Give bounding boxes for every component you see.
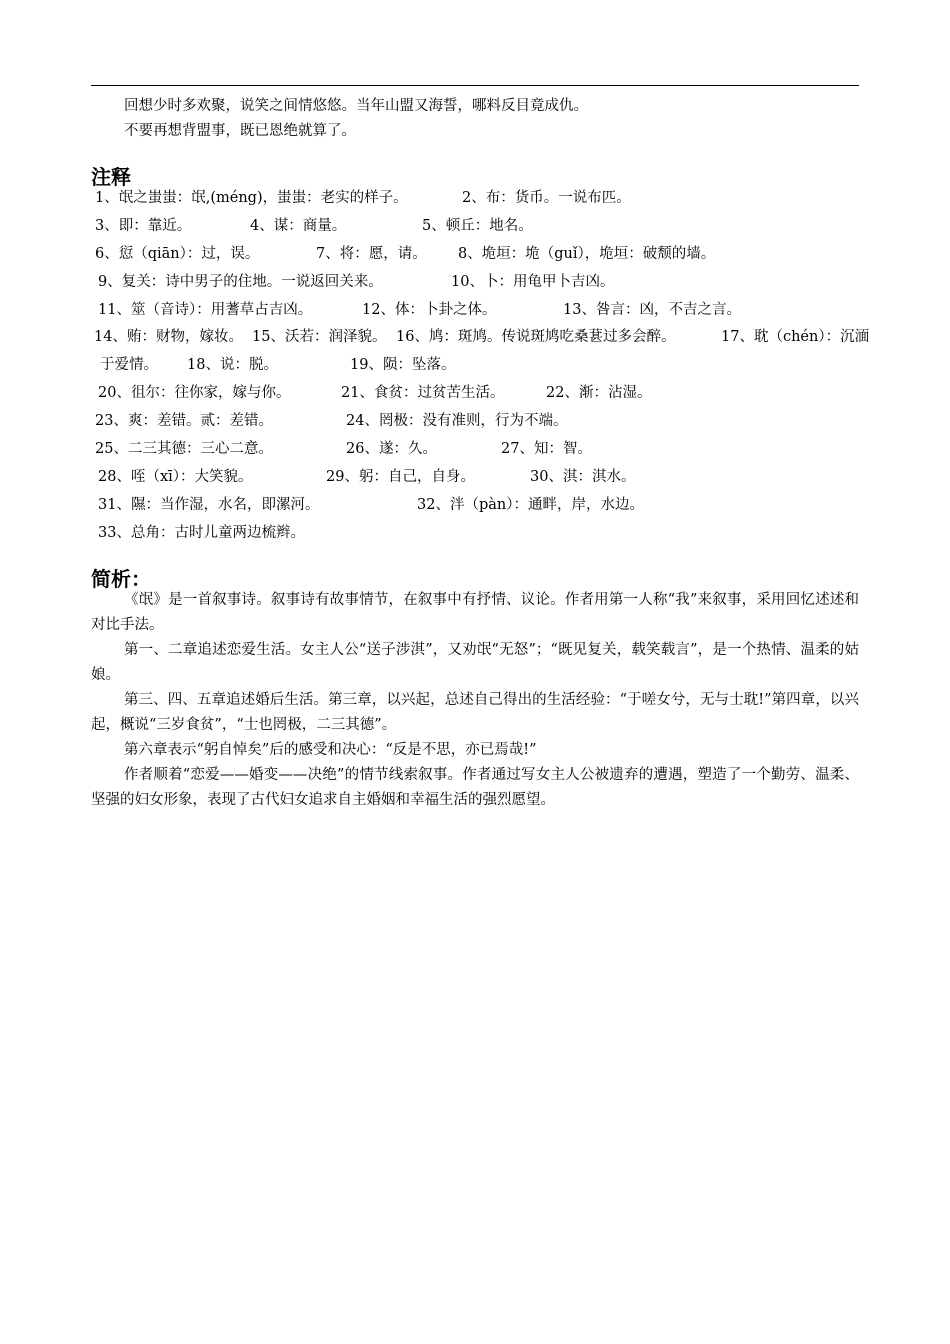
note-item: 1、氓之蚩蚩：氓,(méng)，蚩蚩：老实的样子。	[95, 190, 408, 206]
note-item: 22、渐：沾湿。	[546, 385, 652, 402]
note-item: 14、贿：财物，嫁妆。	[94, 329, 243, 346]
analysis-paragraph: 第六章表示“躬自悼矣”后的感受和决心：“反是不思，亦已焉哉!”	[124, 742, 537, 758]
note-row	[91, 185, 861, 213]
analysis-paragraph: 《氓》是一首叙事诗。叙事诗有故事情节，在叙事中有抒情、议论。作者用第一人称“我”来叙事，采用回忆述述和对比手法。	[91, 592, 859, 633]
note-item: 8、垝垣：垝（guǐ），垝垣：破颓的墙。	[458, 245, 716, 262]
note-item: 于爱情。	[100, 357, 158, 374]
analysis-paragraph: 第一、二章追述恋爱生活。女主人公“送子涉淇”，又劝氓“无怒”；“既见复关，载笑载言”，是一个热情、温柔的姑娘。	[91, 642, 859, 683]
note-item: 31、隰：当作湿，水名，即漯河。	[98, 496, 320, 513]
note-item: 17、耽（chén）：沉湎	[721, 329, 870, 346]
note-row	[91, 324, 870, 352]
analysis-body	[91, 588, 859, 813]
note-item: 20、徂尔：往你家，嫁与你。	[98, 385, 291, 402]
note-row	[91, 380, 861, 408]
analysis-paragraph: 第三、四、五章追述婚后生活。第三章，以兴起，总述自己得出的生活经验：“于嗟女兮，无与士耽!”第四章，以兴起，概说“三岁食贫”，“士也罔极，二三其德”。	[91, 692, 859, 733]
poem-line: 回想少时多欢聚，说笑之间情悠悠。当年山盟又海誓，哪料反目竟成仇。	[124, 98, 588, 114]
note-item: 21、食贫：过贫苦生活。	[341, 385, 505, 402]
notes-list	[91, 185, 870, 548]
note-item: 10、卜：用龟甲卜吉凶。	[451, 273, 615, 290]
poem-translation	[91, 94, 859, 144]
note-row	[91, 464, 861, 492]
note-row	[91, 408, 861, 436]
note-row	[91, 297, 861, 325]
note-row	[91, 436, 861, 464]
note-item: 2、布：货币。一说布匹。	[462, 190, 631, 206]
note-item: 16、鸠：斑鸠。传说斑鸠吃桑葚过多会醉。	[396, 329, 676, 346]
note-item: 25、二三其德：三心二意。	[95, 441, 273, 458]
note-item: 23、爽：差错。贰：差错。	[95, 413, 273, 430]
note-item: 33、总角：古时儿童两边梳辫。	[98, 524, 305, 541]
note-item: 19、陨：坠落。	[350, 357, 456, 374]
note-item: 30、淇：淇水。	[530, 468, 636, 485]
notes-heading: 注释	[91, 165, 131, 189]
note-item: 15、沃若：润泽貌。	[252, 329, 387, 346]
note-item: 32、泮（pàn）：通畔，岸，水边。	[417, 496, 644, 513]
note-item: 24、罔极：没有准则，行为不端。	[346, 413, 568, 430]
note-row	[91, 492, 861, 520]
note-item: 4、谋：商量。	[250, 217, 347, 234]
note-item: 29、躬：自己，自身。	[326, 468, 475, 485]
top-rule	[91, 85, 859, 86]
note-item: 5、顿丘：地名。	[422, 217, 533, 234]
note-item: 6、愆（qiān）：过，误。	[95, 245, 260, 262]
note-row	[91, 352, 861, 380]
poem-line: 不要再想背盟事，既已恩绝就算了。	[124, 123, 356, 139]
note-item: 3、即：靠近。	[95, 217, 192, 234]
analysis-heading: 简析：	[91, 567, 151, 591]
note-item: 27、知：智。	[501, 441, 592, 458]
note-row	[91, 241, 861, 269]
note-item: 9、复关：诗中男子的住地。一说返回关来。	[98, 273, 383, 290]
note-item: 28、咥（xī）：大笑貌。	[98, 468, 253, 485]
note-item: 13、咎言：凶，不吉之言。	[563, 301, 741, 318]
note-item: 11、筮（音诗）：用蓍草占吉凶。	[98, 301, 313, 318]
note-item: 7、将：愿，请。	[316, 245, 427, 262]
note-row	[91, 213, 861, 241]
analysis-paragraph: 作者顺着“恋爱——婚变——决绝”的情节线索叙事。作者通过写女主人公被遗弃的遭遇，塑造了一个勤劳、温柔、坚强的妇女形象，表现了古代妇女追求自主婚姻和幸福生活的强烈愿望。	[91, 767, 859, 808]
note-row	[91, 520, 861, 548]
note-item: 18、说：脱。	[187, 357, 278, 374]
note-item: 26、遂：久。	[346, 441, 437, 458]
note-row	[91, 269, 861, 297]
note-item: 12、体：卜卦之体。	[362, 301, 497, 318]
